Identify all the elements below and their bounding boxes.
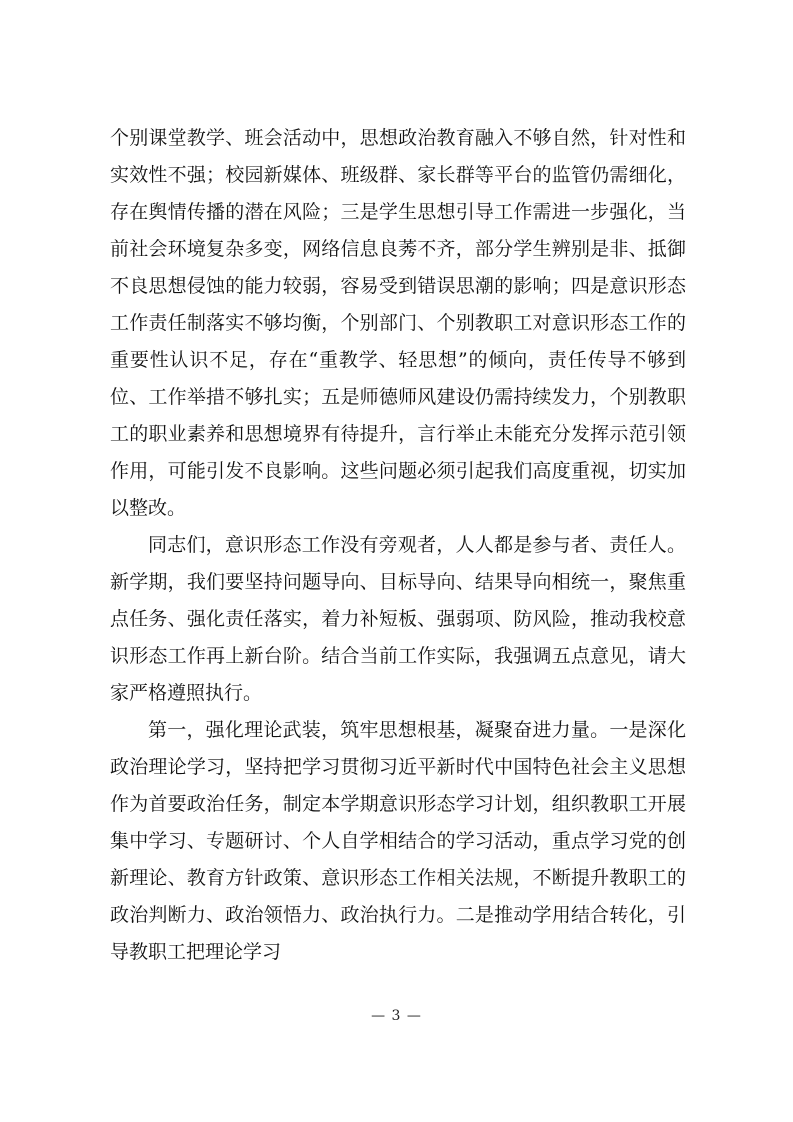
paragraph-2: 同志们，意识形态工作没有旁观者，人人都是参与者、责任人。新学期，我们要坚持问题导向、目标导向、结果导向相统一，聚焦重点任务、强化责任落实，着力补短板、强弱项、防风险，推动我校意识形态工作再上新台阶。结合当前工作实际，我强调五点意见，请大家严格遵照执行。: [110, 534, 686, 704]
body-text: [110, 120, 686, 971]
paragraph-1: 个别课堂教学、班会活动中，思想政治教育融入不够自然，针对性和实效性不强；校园新媒体、班级群、家长群等平台的监管仍需细化，存在舆情传播的潜在风险；三是学生思想引导工作需进一步强化，当前社会环境复杂多变，网络信息良莠不齐，部分学生辨别是非、抵御不良思想侵蚀的能力较弱，容易受到错误思潮的影响；四是意识形态工作责任制落实不够均衡，个别部门、个别教职工对意识形态工作的重要性认识不足，存在“重教学、轻思想”的倾向，责任传导不够到位、工作举措不够扎实；五是师德师风建设仍需持续发力，个别教职工的职业素养和思想境界有待提升，言行举止未能充分发挥示范引领作用，可能引发不良影响。这些问题必须引起我们高度重视，切实加以整改。: [110, 127, 686, 519]
page-number: — 3 —: [371, 1008, 422, 1024]
paragraph-3: 第一，强化理论武装，筑牢思想根基，凝聚奋进力量。一是深化政治理论学习，坚持把学习贯彻习近平新时代中国特色社会主义思想作为首要政治任务，制定本学期意识形态学习计划，组织教职工开展集中学习、专题研讨、个人自学相结合的学习活动，重点学习党的创新理论、教育方针政策、意识形态工作相关法规，不断提升教职工的政治判断力、政治领悟力、政治执行力。二是推动学用结合转化，引导教职工把理论学习: [110, 719, 686, 963]
